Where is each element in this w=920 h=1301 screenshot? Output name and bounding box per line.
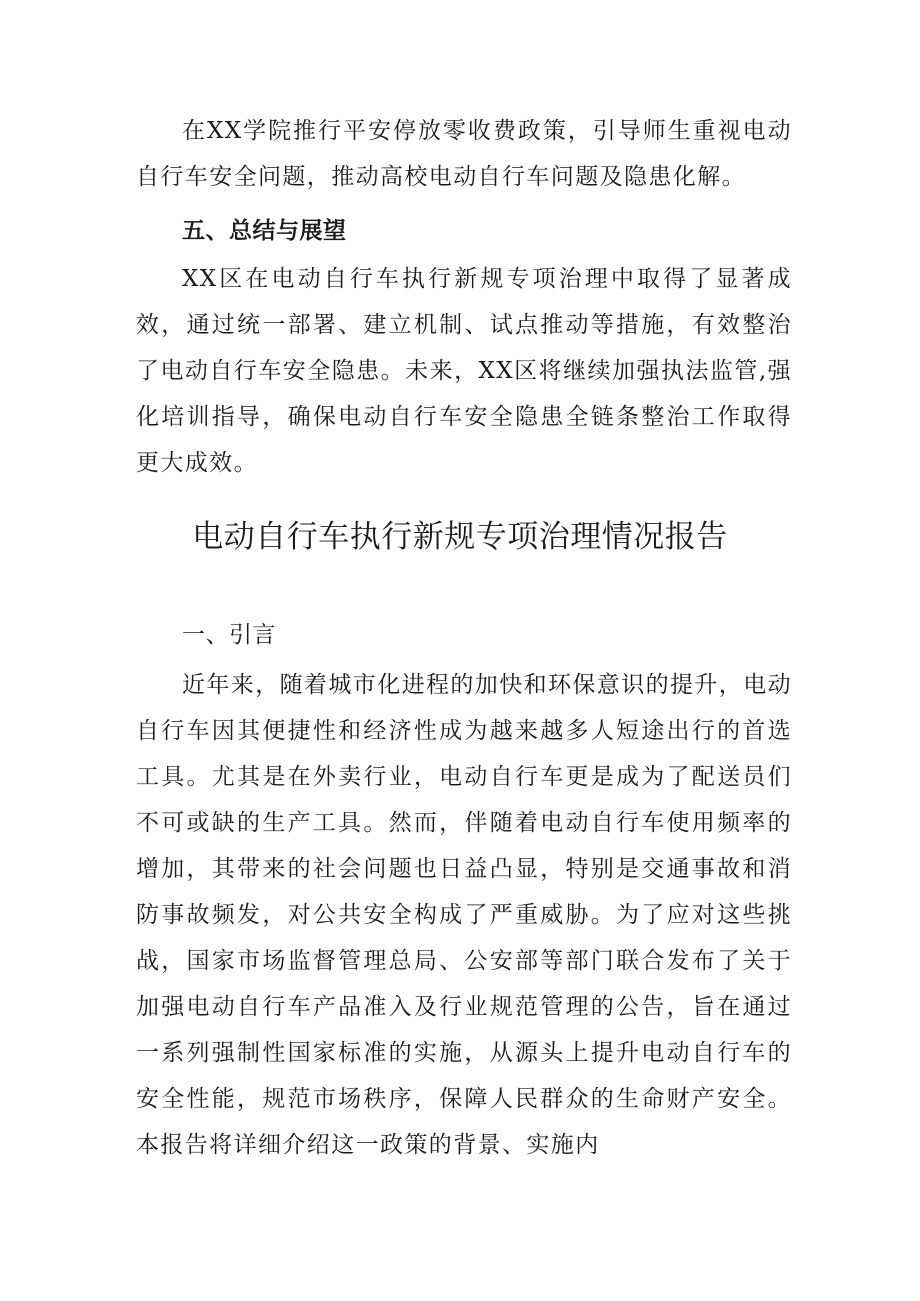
section-5-heading: 五、总结与展望	[182, 218, 347, 244]
report-title: 电动自行车执行新规专项治理情况报告	[192, 519, 728, 555]
section-1-heading: 一、引言	[182, 622, 276, 648]
section-5-paragraph: XX区在电动自行车执行新规专项治理中取得了显著成效，通过统一部署、建立机制、试点推动等措施，有效整治了电动自行车安全隐患。未来，XX区将继续加强执法监管,强化培训指导，确保电动自行车安全隐患全链条整治工作取得更大成效。	[136, 266, 792, 476]
prev-section-paragraph: 在XX学院推行平安停放零收费政策，引导师生重视电动自行车安全问题，推动高校电动自行车问题及隐患化解。	[136, 118, 792, 190]
section-1-paragraph: 近年来，随着城市化进程的加快和环保意识的提升，电动自行车因其便捷性和经济性成为越来越多人短途出行的首选工具。尤其是在外卖行业，电动自行车更是成为了配送员们不可或缺的生产工具。然而，伴随着电动自行车使用频率的增加，其带来的社会问题也日益凸显，特别是交通事故和消防事故频发，对公共安全构成了严重威胁。为了应对这些挑战，国家市场监督管理总局、公安部等部门联合发布了关于加强电动自行车产品准入及行业规范管理的公告，旨在通过一系列强制性国家标准的实施，从源头上提升电动自行车的安全性能，规范市场秩序，保障人民群众的生命财产安全。本报告将详细介绍这一政策的背景、实施内	[136, 672, 792, 1158]
